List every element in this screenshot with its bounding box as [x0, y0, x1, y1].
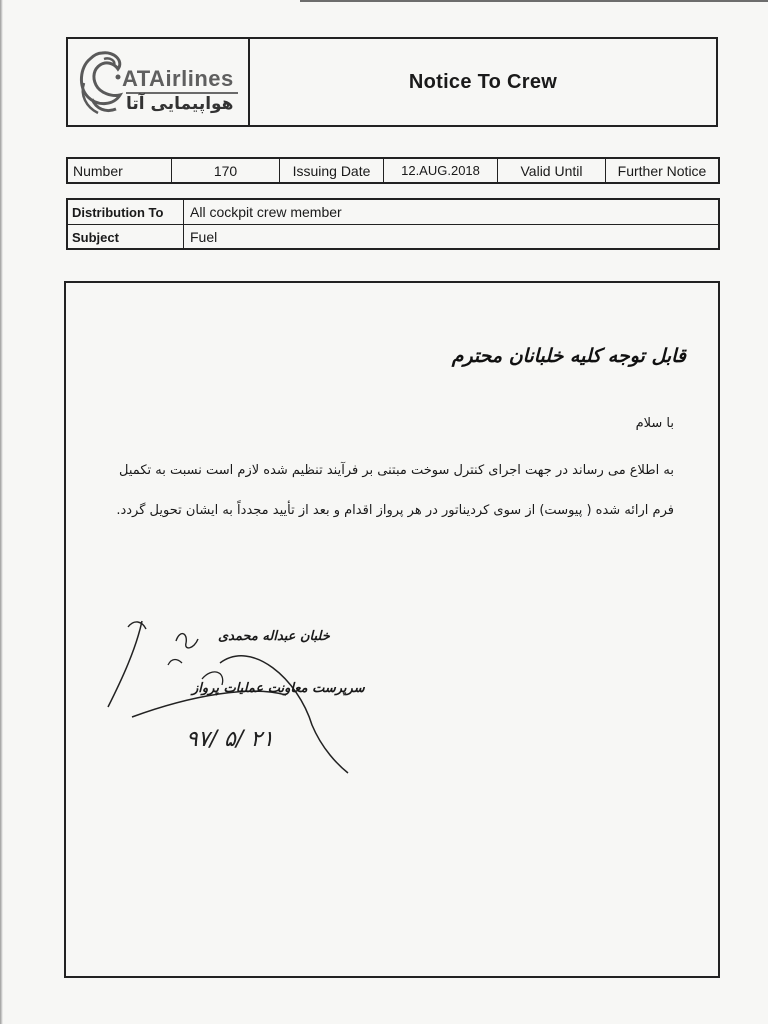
subject-value: Fuel — [190, 229, 218, 245]
distribution-table — [66, 198, 720, 250]
salutation: با سلام — [635, 416, 674, 431]
notice-body — [64, 281, 720, 978]
subject-label: Subject — [68, 225, 184, 249]
distribution-row — [68, 200, 718, 225]
signatory-name: خلبان عبداله محمدی — [218, 629, 330, 644]
valid-until-value: Further Notice — [617, 162, 707, 179]
issuing-date-value: 12.AUG.2018 — [384, 159, 498, 182]
subject-row — [68, 225, 718, 249]
airline-logo — [68, 39, 250, 125]
logo-persian-text: هواپیمایی آتا — [126, 94, 234, 114]
page-edge-top — [300, 0, 768, 2]
valid-until-label: Valid Until — [498, 159, 606, 182]
signatory-title: سرپرست معاونت عملیات پرواز — [192, 681, 365, 696]
number-value: 170 — [172, 159, 280, 182]
signature-date: ۹۷/ ۵/ ۲۱ — [186, 727, 274, 752]
logo-english-text: ATAirlines — [122, 66, 234, 91]
distribution-value: All cockpit crew member — [190, 204, 342, 220]
number-label: Number — [68, 159, 172, 182]
issuing-date-label: Issuing Date — [280, 159, 384, 182]
notice-paragraph: به اطلاع می رساند در جهت اجرای کنترل سوخت مبتنی بر فرآیند تنظیم شده لازم است نسبت به تکمیل فرم ارائه شده ( پیوست) از سوی کردیناتور در هر پرواز اقدام و بعد از تأیید مجدداً به ایشان تحویل گردد. — [116, 463, 674, 518]
distribution-label: Distribution To — [68, 200, 184, 224]
notice-header — [66, 37, 718, 127]
document-title: Notice To Crew — [408, 70, 558, 93]
greeting-title: قابل توجه کلیه خلبانان محترم — [451, 345, 686, 367]
notice-info-row — [66, 157, 720, 184]
page-edge-left — [0, 0, 3, 1024]
